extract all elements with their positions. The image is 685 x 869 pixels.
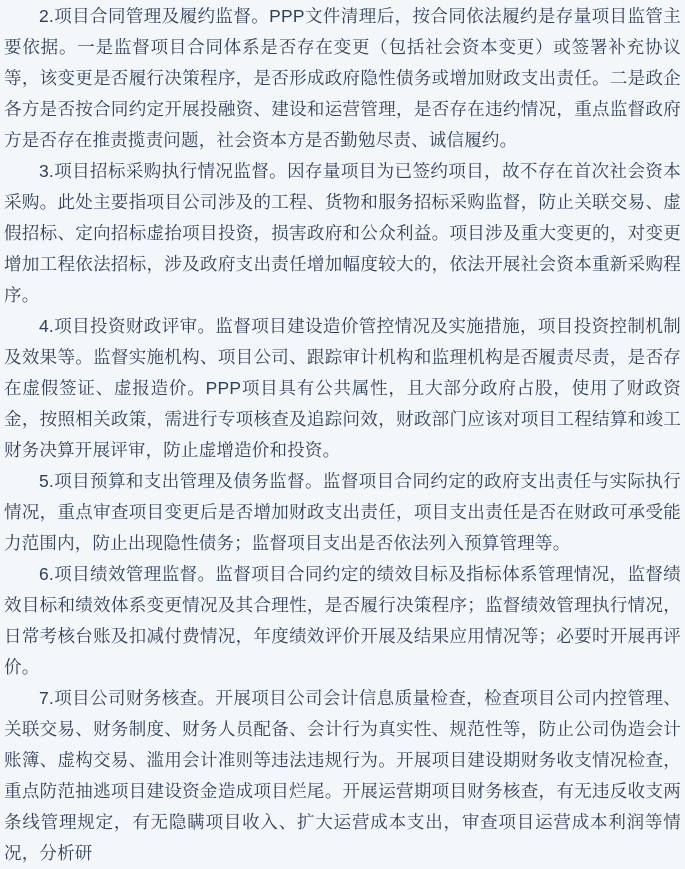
paragraph-contract-management: 2.项目合同管理及履约监督。PPP文件清理后，按合同依法履约是存量项目监管主要依据。一是监督项目合同体系是否存在变更（包括社会资本变更）或签署补充协议等，该变更是否履行决策程序，是否形成政府隐性债务或增加财政支出责任。二是政企各方是否按合同约定开展投融资、建设和运营管理，是否存在违约情况，重点监督政府方是否存在推责揽责问题，社会资本方是否勤勉尽责、诚信履约。 [4, 6, 681, 150]
paragraph-bidding-procurement: 3.项目招标采购执行情况监督。因存量项目为已签约项目，故不存在首次社会资本采购。此处主要指项目公司涉及的工程、货物和服务招标采购监督，防止关联交易、虚假招标、定向招标虚抬项目投资，损害政府和公众利益。项目涉及重大变更的，对变更增加工程依法招标，涉及政府支出责任增加幅度较大的，依法开展社会资本重新采购程序。 [4, 161, 681, 305]
paragraph-budget-debt-supervision: 5.项目预算和支出管理及债务监督。监督项目合同约定的政府支出责任与实际执行情况，重点审查项目变更后是否增加财政支出责任，项目支出责任是否在财政可承受能力范围内，防止出现隐性债务；监督项目支出是否依法列入预算管理等。 [4, 471, 681, 553]
paragraph-investment-review: 4.项目投资财政评审。监督项目建设造价管控情况及实施措施，项目投资控制机制及效果等。监督实施机构、项目公司、跟踪审计机构和监理机构是否履责尽责，是否存在虚假签证、虚报造价。PPP项目具有公共属性，且大部分政府占股，使用了财政资金，按照相关政策，需进行专项核查及追踪问效，财政部门应该对项目工程结算和竣工财务决算开展评审，防止虚增造价和投资。 [4, 316, 681, 460]
paragraph-performance-management: 6.项目绩效管理监督。监督项目合同约定的绩效目标及指标体系管理情况，监督绩效目标和绩效体系变更情况及其合理性，是否履行决策程序；监督绩效管理执行情况，日常考核台账及扣减付费情况，年度绩效评价开展及结果应用情况等；必要时开展再评价。 [4, 564, 681, 677]
paragraph-company-financial-audit: 7.项目公司财务核查。开展项目公司会计信息质量检查，检查项目公司内控管理、关联交易、财务制度、财务人员配备、会计行为真实性、规范性等，防止公司伪造会计账簿、虚构交易、滥用会计准则等违法违规行为。开展项目建设期财务收支情况检查，重点防范抽逃项目建设资金造成项目烂尾。开展运营期项目财务核查，有无违反收支两条线管理规定，有无隐瞒项目收入、扩大运营成本支出，审查项目运营成本利润等情况，分析研 [4, 688, 681, 863]
